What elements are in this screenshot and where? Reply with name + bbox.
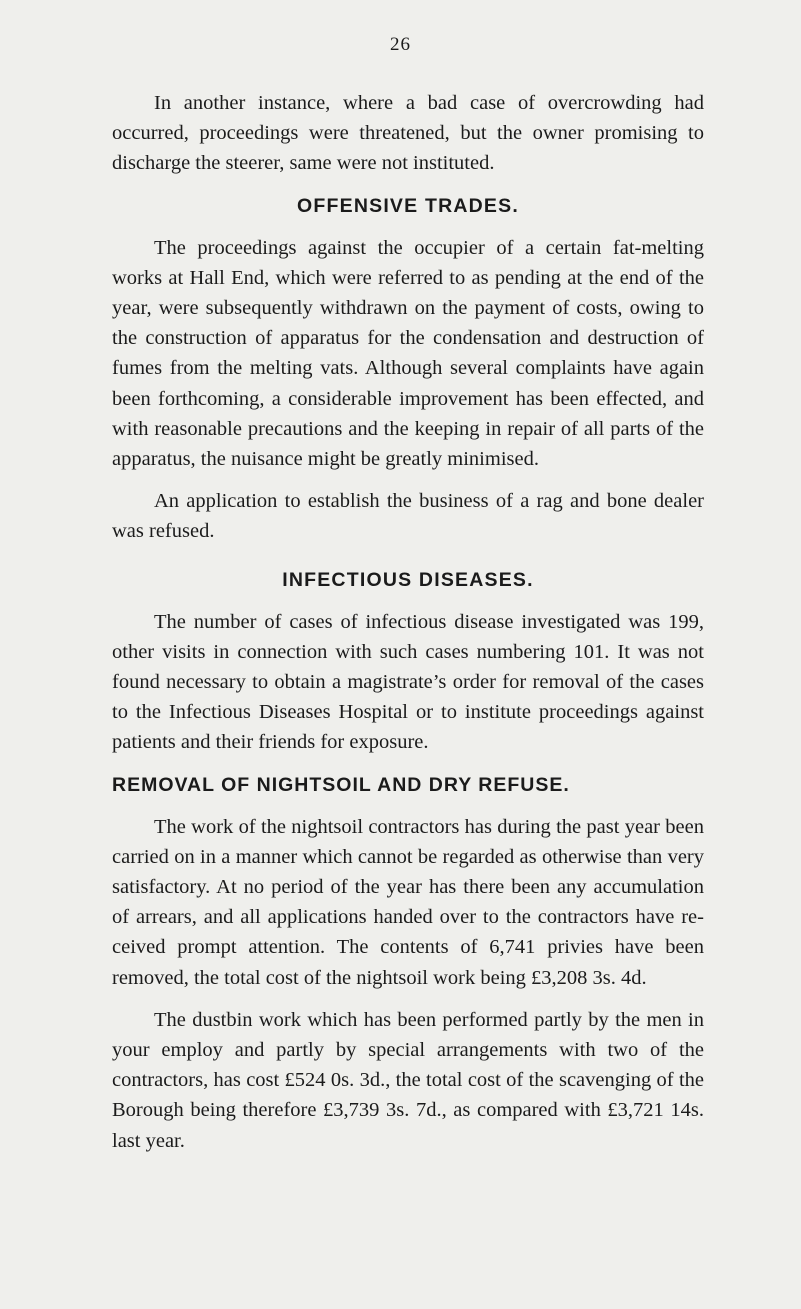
heading-infectious-diseases: INFECTIOUS DISEASES.: [282, 568, 534, 591]
page-number: 26: [390, 34, 411, 55]
nightsoil-paragraph-2: The dustbin work which has been performed partly by the men in your employ and partly by special arrangements with two of the contractors, has cost £524 0s. 3d., the total cost of the scavenging of the Borough being therefore £3,739 3s. 7d., as compared with £3,721 14s. last year.: [112, 1008, 704, 1152]
heading-removal-of-nightsoil: REMOVAL OF NIGHTSOIL AND DRY REFUSE.: [112, 773, 570, 796]
infectious-diseases-paragraph: The number of cases of infectious disease investigated was 199, other visits in connection with such cases numbering 101. It was not found necessary to obtain a magistrate’s order for removal of the cases to the Infectious Diseases Hospital or to institute proceedings against patients and their friends for exposure.: [112, 610, 704, 754]
offensive-trades-paragraph-1: The proceedings against the occupier of a certain fat-melting works at Hall End, which were referred to as pending at the end of the year, were subsequently withdrawn on the payment of costs, owing to the construction of apparatus for the condensation and destruction of fumes from the melting vats. Although several complaints have again been forthcoming, a considerable improvement has been effected, and with reasonable precautions and the keeping in repair of all parts of the apparatus, the nuisance might be greatly minimised.: [112, 236, 704, 471]
page-content: [112, 88, 704, 1156]
intro-paragraph: In another instance, where a bad case of overcrowding had occurred, proceedings were threatened, but the owner promising to discharge the steerer, same were not instituted.: [112, 92, 704, 175]
heading-offensive-trades: OFFENSIVE TRADES.: [297, 194, 519, 217]
nightsoil-paragraph-1: The work of the nightsoil contractors has during the past year been carried on in a manner which cannot be regarded as otherwise than very satisfactory. At no period of the year has there been any accumulation of arrears, and all applications handed over to the contractors have received prompt attention. The contents of 6,741 privies have been removed, the total cost of the nightsoil work being £3,208 3s. 4d.: [112, 815, 704, 989]
offensive-trades-paragraph-2: An application to establish the business of a rag and bone dealer was refused.: [112, 490, 704, 543]
